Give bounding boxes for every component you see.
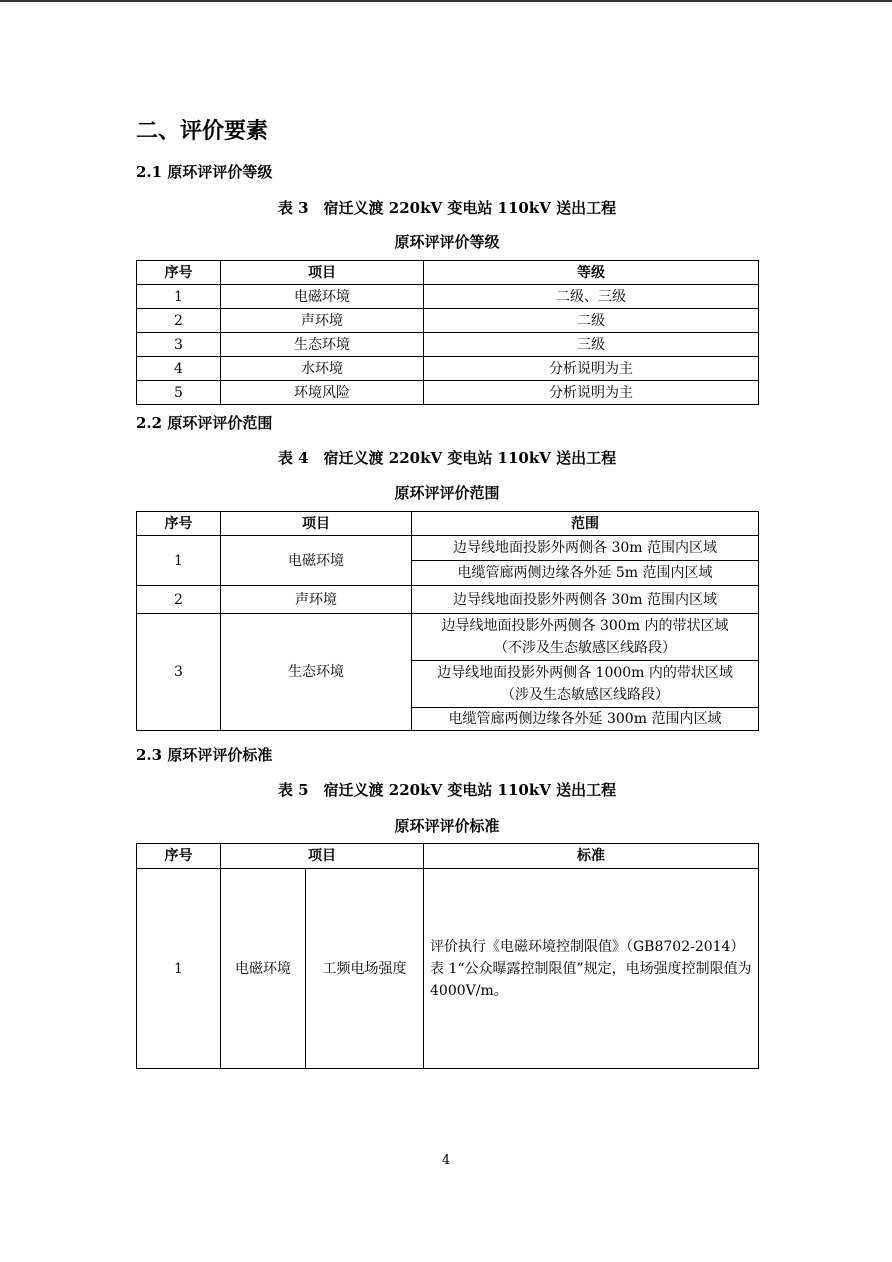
table-row xyxy=(137,536,759,561)
heading-2-3: 2.3 原环评评价标准 xyxy=(136,746,273,764)
cell-item: 声环境 xyxy=(221,586,412,614)
table-row xyxy=(137,614,759,661)
cell-scope: 电缆管廊两侧边缘各外延 300m 范围内区域 xyxy=(412,708,759,731)
cell-grade: 二级 xyxy=(424,309,759,333)
cell-item: 生态环境 xyxy=(221,333,424,357)
table4-scope xyxy=(136,511,759,731)
table3-grade xyxy=(136,260,759,405)
cell-item: 生态环境 xyxy=(221,614,412,731)
cell-item: 环境风险 xyxy=(221,381,424,405)
cell-no: 5 xyxy=(137,381,221,405)
cell-item: 电磁环境 xyxy=(221,285,424,309)
heading-2-1: 2.1 原环评评价等级 xyxy=(136,163,273,181)
table4-caption-line1: 表 4 宿迁义渡 220kV 变电站 110kV 送出工程 xyxy=(277,449,617,467)
cell-item: 水环境 xyxy=(221,357,424,381)
cell-no: 1 xyxy=(137,869,221,1069)
table4-caption-line2: 原环评评价范围 xyxy=(394,484,500,502)
page-number: 4 xyxy=(441,1153,451,1168)
cell-no: 3 xyxy=(137,333,221,357)
header-no: 序号 xyxy=(137,512,221,536)
section-title: 二、评价要素 xyxy=(136,119,269,144)
cell-item: 电磁环境 xyxy=(221,536,412,586)
cell-no: 1 xyxy=(137,285,221,309)
cell-item: 电磁环境 xyxy=(221,869,306,1069)
cell-no: 4 xyxy=(137,357,221,381)
scope-line: 边导线地面投影外两侧各 300m 内的带状区域 xyxy=(441,618,729,634)
table-row xyxy=(137,285,759,309)
scope-note: （涉及生态敏感区线路段） xyxy=(501,687,669,703)
header-item: 项目 xyxy=(221,261,424,285)
table-row xyxy=(137,586,759,614)
cell-scope xyxy=(412,661,759,708)
table3-caption-line1: 表 3 宿迁义渡 220kV 变电站 110kV 送出工程 xyxy=(277,199,617,217)
table3-caption-line2: 原环评评价等级 xyxy=(394,233,500,251)
table5-standard xyxy=(136,843,759,1069)
cell-grade: 分析说明为主 xyxy=(424,357,759,381)
header-standard: 标准 xyxy=(424,844,759,869)
table5-caption-line2: 原环评评价标准 xyxy=(394,817,500,835)
cell-grade: 分析说明为主 xyxy=(424,381,759,405)
header-item: 项目 xyxy=(221,512,412,536)
header-grade: 等级 xyxy=(424,261,759,285)
table-row xyxy=(137,869,759,1069)
header-no: 序号 xyxy=(137,261,221,285)
header-item: 项目 xyxy=(221,844,424,869)
table-header-row xyxy=(137,512,759,536)
cell-scope: 边导线地面投影外两侧各 30m 范围内区域 xyxy=(412,536,759,561)
header-no: 序号 xyxy=(137,844,221,869)
cell-scope xyxy=(412,614,759,661)
cell-grade: 三级 xyxy=(424,333,759,357)
cell-standard: 评价执行《电磁环境控制限值》（GB8702-2014）表 1“公众曝露控制限值”规定，电场强度控制限值为 4000V/m。 xyxy=(424,869,759,1069)
table-row xyxy=(137,333,759,357)
table-row xyxy=(137,381,759,405)
cell-factor: 工频电场强度 xyxy=(306,869,424,1069)
heading-2-2: 2.2 原环评评价范围 xyxy=(136,414,273,432)
header-scope: 范围 xyxy=(412,512,759,536)
cell-scope: 电缆管廊两侧边缘各外延 5m 范围内区域 xyxy=(412,561,759,586)
cell-item: 声环境 xyxy=(221,309,424,333)
cell-no: 1 xyxy=(137,536,221,586)
table5-caption-line1: 表 5 宿迁义渡 220kV 变电站 110kV 送出工程 xyxy=(277,781,617,799)
cell-grade: 二级、三级 xyxy=(424,285,759,309)
table-row xyxy=(137,309,759,333)
table-header-row xyxy=(137,844,759,869)
cell-no: 2 xyxy=(137,586,221,614)
scope-line: 边导线地面投影外两侧各 1000m 内的带状区域 xyxy=(437,665,733,681)
cell-no: 2 xyxy=(137,309,221,333)
table-row xyxy=(137,357,759,381)
table-header-row xyxy=(137,261,759,285)
cell-scope: 边导线地面投影外两侧各 30m 范围内区域 xyxy=(412,586,759,614)
top-border-line xyxy=(0,0,892,2)
cell-no: 3 xyxy=(137,614,221,731)
scope-note: （不涉及生态敏感区线路段） xyxy=(494,640,676,656)
